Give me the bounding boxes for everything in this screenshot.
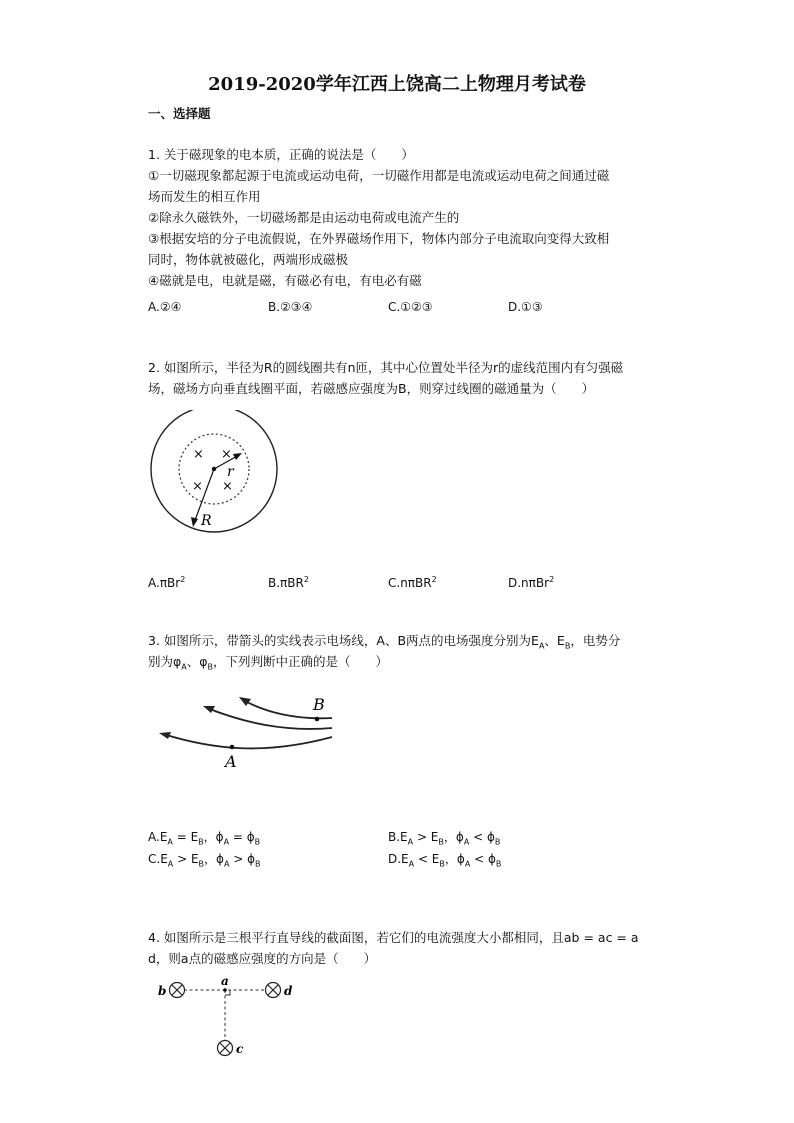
opt-sub: A <box>408 859 415 869</box>
opt-text: = ϕ <box>229 830 255 844</box>
q1-option-a[interactable]: A.②④ <box>148 300 182 314</box>
opt-sub: B <box>439 859 445 869</box>
opt-sub: A <box>167 859 174 869</box>
opt-text: ，ϕ <box>444 852 465 866</box>
label-a: a <box>221 975 229 988</box>
q4-stem-cont: d，则a点的磁感应强度的方向是（ ） <box>148 951 377 966</box>
opt-text: A.E <box>148 830 168 844</box>
opt-sub: A <box>464 859 471 869</box>
q2-option-b-exp: 2 <box>303 575 309 584</box>
q1-statement-2: ②除永久磁铁外，一切磁场都是由运动电荷或电流产生的 <box>148 210 460 225</box>
field-line-top-arrowhead <box>239 697 251 706</box>
label-r: r <box>227 464 234 480</box>
opt-sub: B <box>198 837 204 847</box>
q2-stem: 2. 如图所示，半径为R的圆线圈共有n匝，其中心位置处半径为r的虚线范围内有匀强磁 <box>148 360 624 375</box>
coil-field-figure <box>145 410 285 535</box>
q1-option-d[interactable]: D.①③ <box>508 300 543 314</box>
point-B <box>315 717 320 722</box>
q3-option-d[interactable] <box>388 850 501 868</box>
q2-option-c-text: C.nπBR <box>388 576 432 590</box>
q2-option-a-text: A.πBr <box>148 576 181 590</box>
q2-option-d-text: D.nπBr <box>508 576 550 590</box>
q3-sub: B <box>207 662 213 672</box>
opt-sub: B <box>494 837 501 847</box>
q3-stem-text: 别为φ <box>148 654 182 669</box>
q1-option-b[interactable]: B.②③④ <box>268 300 313 314</box>
field-mark: × <box>192 479 203 494</box>
label-R: R <box>201 513 212 529</box>
opt-sub: A <box>463 837 470 847</box>
q3-option-a[interactable] <box>148 828 260 846</box>
field-mark: × <box>193 447 204 462</box>
q3-sub: B <box>564 641 571 651</box>
label-A: A <box>225 752 237 771</box>
q1-option-c[interactable]: C.①②③ <box>388 300 433 314</box>
field-mark: × <box>221 447 232 462</box>
q2-option-a[interactable] <box>148 575 185 590</box>
q3-stem-text: 、E <box>544 633 565 648</box>
opt-text: C.E <box>148 852 168 866</box>
label-c: c <box>236 1042 244 1056</box>
opt-sub: B <box>495 859 502 869</box>
opt-sub: A <box>223 859 230 869</box>
radius-r-arrowhead <box>233 453 242 460</box>
q1-statement-3: ③根据安培的分子电流假说，在外界磁场作用下，物体内部分子电流取向变得大致相 <box>148 231 610 246</box>
q3-sub: A <box>538 641 545 651</box>
label-b: b <box>158 984 167 998</box>
q3-stem-text: 3. 如图所示，带箭头的实线表示电场线，A、B两点的电场强度分别为E <box>148 633 539 648</box>
section-heading: 一、选择题 <box>148 106 211 121</box>
field-mark: × <box>222 479 233 494</box>
field-line-bottom-arrowhead <box>159 732 171 739</box>
opt-text: > E <box>413 830 439 844</box>
label-d: d <box>284 984 293 998</box>
wire-b-icon <box>170 983 185 998</box>
radius-R-arrowhead <box>191 517 198 527</box>
q2-option-d[interactable] <box>508 575 554 590</box>
opt-text: < ϕ <box>470 852 496 866</box>
opt-text: D.E <box>388 852 409 866</box>
opt-sub: B <box>198 859 205 869</box>
opt-text: < ϕ <box>469 830 495 844</box>
opt-text: > E <box>173 852 199 866</box>
point-a <box>223 988 227 992</box>
page-title: 2019-2020学年江西上饶高二上物理月考试卷 <box>208 74 586 95</box>
opt-sub: B <box>255 859 261 869</box>
opt-sub: B <box>254 837 261 847</box>
opt-text: B.E <box>388 830 408 844</box>
q2-option-b[interactable] <box>268 575 309 590</box>
q1-statement-4: ④磁就是电，电就是磁，有磁必有电，有电必有磁 <box>148 273 422 288</box>
opt-text: > ϕ <box>229 852 256 866</box>
opt-sub: A <box>407 837 414 847</box>
q3-option-b[interactable] <box>388 828 500 846</box>
q2-option-c-exp: 2 <box>431 575 437 584</box>
q1-statement-1-cont: 场而发生的相互作用 <box>148 189 261 204</box>
q3-stem-text: ，下列判断中正确的是（ ） <box>212 654 388 669</box>
q1-stem: 1. 关于磁现象的电本质，正确的说法是（ ） <box>148 147 414 162</box>
q4-stem: 4. 如图所示是三根平行直导线的截面图，若它们的电流强度大小都相同，且ab = ac = a <box>148 930 639 945</box>
opt-text: ，ϕ <box>203 830 224 844</box>
field-line-bottom <box>163 734 332 748</box>
wire-c-icon <box>218 1041 233 1056</box>
q1-statement-3-cont: 同时，物体就被磁化，两端形成磁极 <box>148 252 349 267</box>
q3-sub: A <box>181 662 187 672</box>
opt-sub: A <box>223 837 230 847</box>
q3-stem-text: ，电势分 <box>570 633 621 648</box>
parallel-wires-figure <box>150 975 300 1065</box>
opt-text: < E <box>414 852 440 866</box>
q3-option-c[interactable] <box>148 850 261 868</box>
opt-sub: B <box>438 837 444 847</box>
q2-stem-cont: 场，磁场方向垂直线圈平面，若磁感应强度为B，则穿过线圈的磁通量为（ ） <box>148 381 595 396</box>
opt-sub: A <box>167 837 173 847</box>
opt-text: ，ϕ <box>443 830 464 844</box>
point-A <box>230 745 235 750</box>
electric-field-lines-figure <box>155 690 340 775</box>
opt-text: ，ϕ <box>204 852 224 866</box>
label-B: B <box>313 695 325 714</box>
q1-statement-1: ①一切磁现象都起源于电流或运动电荷，一切磁作用都是电流或运动电荷之间通过磁 <box>148 168 610 183</box>
q3-stem-cont <box>148 651 388 678</box>
q2-option-a-exp: 2 <box>180 575 186 584</box>
q2-option-c[interactable] <box>388 575 437 590</box>
q2-option-d-exp: 2 <box>549 575 555 584</box>
q3-stem-text: 、φ <box>186 654 208 669</box>
q2-option-b-text: B.πBR <box>268 576 304 590</box>
wire-d-icon <box>266 983 281 998</box>
opt-text: = E <box>172 830 199 844</box>
